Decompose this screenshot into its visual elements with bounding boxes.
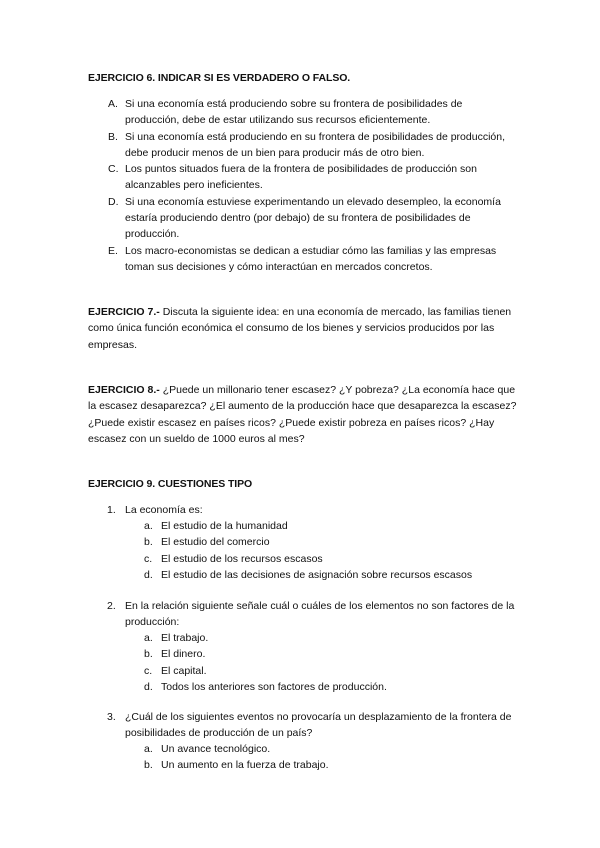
option-item: [144, 663, 387, 679]
option-text: Un avance tecnológico.: [161, 743, 271, 755]
list-item: [108, 96, 515, 129]
option-item: [144, 534, 472, 550]
list-item-text: Los puntos situados fuera de la frontera de posibilidades de producción son alcanzables pero ineficientes.: [125, 163, 477, 192]
question-text: La economía es:: [125, 504, 203, 516]
list-marker: C.: [108, 163, 119, 176]
option-item: [144, 630, 387, 646]
ex6-statement-list: [108, 96, 515, 275]
ex8-paragraph: [88, 382, 518, 447]
ex8-label: EJERCICIO 8.-: [88, 384, 160, 396]
option-marker: c.: [144, 552, 153, 565]
question-marker: 2.: [107, 600, 116, 612]
question-text: ¿Cuál de los siguientes eventos no provocaría un desplazamiento de la frontera de posibilidades de producción de un país?: [125, 711, 512, 740]
list-item-text: Si una economía está produciendo en su frontera de posibilidades de producción, debe producir menos de un bien para producir más de otro bien.: [125, 130, 506, 159]
question-2: [107, 598, 525, 631]
list-item-text: Los macro-economistas se dedican a estudiar cómo las familias y las empresas toman sus decisiones y cómo interactúan en mercados concretos.: [125, 244, 497, 273]
option-marker: a.: [144, 632, 153, 644]
option-item: [144, 741, 329, 757]
option-text: El dinero.: [161, 648, 206, 661]
option-marker: a.: [144, 743, 153, 755]
option-text: Un aumento en la fuerza de trabajo.: [161, 759, 329, 772]
question-marker: 1.: [107, 504, 116, 516]
question-2-options: [144, 630, 387, 695]
option-text: El trabajo.: [161, 632, 209, 644]
option-marker: d.: [144, 680, 153, 693]
option-marker: c.: [144, 664, 153, 677]
option-item: [144, 757, 329, 773]
option-marker: b.: [144, 648, 153, 661]
ex7-label: EJERCICIO 7.-: [88, 306, 160, 318]
list-item: [108, 194, 515, 243]
list-marker: D.: [108, 195, 119, 208]
question-3: [107, 709, 525, 742]
ex9-heading: EJERCICIO 9. CUESTIONES TIPO: [88, 478, 253, 490]
option-item: [144, 518, 472, 534]
list-item: [108, 161, 515, 194]
option-item: [144, 551, 472, 567]
option-text: El estudio de las decisiones de asignación sobre recursos escasos: [161, 568, 473, 581]
option-text: El capital.: [161, 664, 207, 677]
option-text: El estudio del comercio: [161, 536, 270, 549]
list-item: [108, 129, 515, 162]
option-text: El estudio de la humanidad: [161, 520, 288, 532]
ex8-text: ¿Puede un millonario tener escasez? ¿Y pobreza? ¿La economía hace que la escasez desaparezca? ¿El aumento de la producción hace que desaparezca la escasez? ¿Puede existir escasez en países ricos? ¿Puede existir pobreza en países ricos? ¿Hay escasez con un sueldo de 1000 euros al mes?: [88, 384, 517, 445]
list-item-text: Si una economía está produciendo sobre su frontera de posibilidades de producción, debe de estar utilizando sus recursos eficientemente.: [125, 98, 463, 127]
question-marker: 3.: [107, 711, 116, 723]
list-item: [108, 243, 515, 276]
option-item: [144, 567, 473, 583]
ex7-paragraph: [88, 304, 518, 353]
question-text: En la relación siguiente señale cuál o cuáles de los elementos no son factores de la producción:: [125, 600, 515, 629]
option-item: [144, 679, 387, 695]
option-marker: d.: [144, 568, 153, 581]
option-marker: a.: [144, 520, 153, 532]
list-marker: E.: [108, 244, 118, 257]
list-item-text: Si una economía estuviese experimentando un elevado desempleo, la economía estaría produciendo dentro (por debajo) de su frontera de posibilidades de producción.: [125, 195, 501, 241]
option-marker: b.: [144, 536, 153, 549]
ex7-text: Discuta la siguiente idea: en una economía de mercado, las familias tienen como única función económica el consumo de los bienes y servicios producidos por las empresas.: [88, 306, 512, 351]
list-marker: B.: [108, 130, 118, 143]
question-3-options: [144, 741, 329, 774]
question-1-options: [144, 518, 473, 583]
option-text: Todos los anteriores son factores de producción.: [161, 680, 387, 693]
ex6-heading: EJERCICIO 6. INDICAR SI ES VERDADERO O FALSO.: [88, 72, 351, 84]
option-marker: b.: [144, 759, 153, 772]
option-text: El estudio de los recursos escasos: [161, 552, 323, 565]
question-1: [107, 502, 525, 518]
option-item: [144, 646, 387, 662]
list-marker: A.: [108, 98, 118, 110]
